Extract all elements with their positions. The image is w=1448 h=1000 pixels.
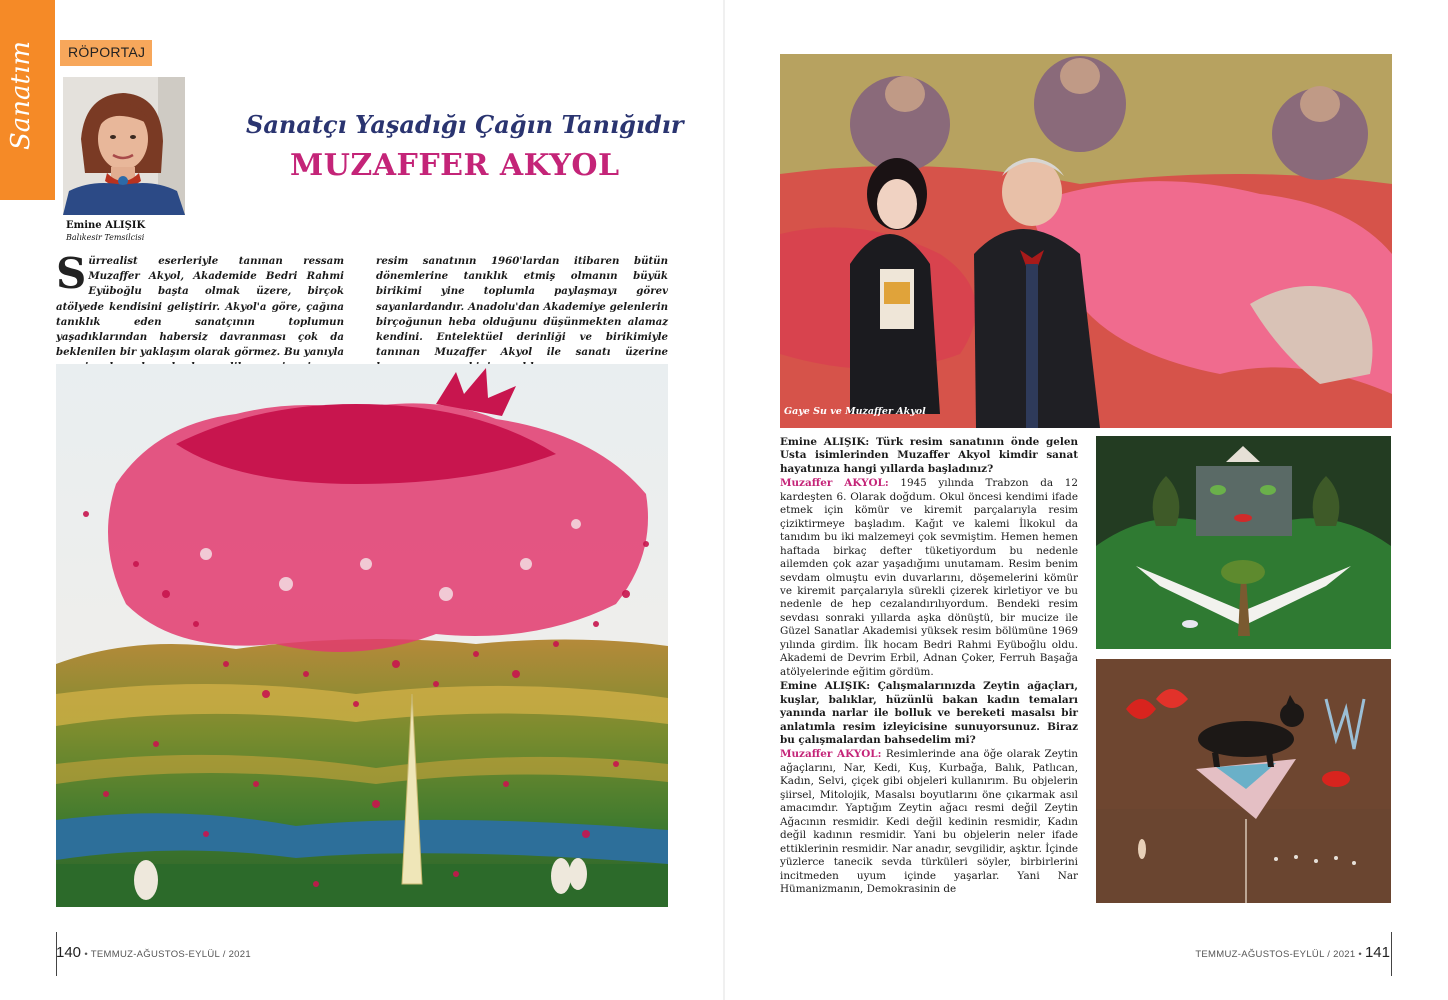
pomegranate-painting — [56, 364, 668, 907]
photo-caption: Gaye Su ve Muzaffer Akyol — [784, 406, 926, 417]
folio-right: TEMMUZ-AĞUSTOS-EYLÜL / 2021 • 141 — [1195, 944, 1390, 961]
answer-2-text: Resimlerinde ana öğe olarak Zeytin ağaçlarını, Nar, Kedi, Kuş, Kurbağa, Balık, Patlıcan, Kadın, Selvi, çiçek gibi objeleri kullanırım. Bu objelerin şiirsel, Mitolojik, Masalsı boyutlarını öne çıkarmak asıl amacımdır. Yaptığım Zeytin ağacı resmi değil Zeytin Ağacının resmidir. Kedi değil kedinin resmidir, Kadın değil kadının resmidir. Yani bu objelerin neler ifade ettiklerinin resmidir. Nar anadır, sevgilidir, aşktır. İçinde yüzlerce tanecik sevda türküleri söyler, birbirlerini incitmeden uyum içinde yaşarlar. Yani Nar Hümanizmanın, Demokrasinin de — [780, 748, 1078, 895]
page-gutter — [723, 0, 725, 1000]
folio-left: 140 • TEMMUZ-AĞUSTOS-EYLÜL / 2021 — [56, 944, 251, 961]
article-headline: MUZAFFER AKYOL — [290, 148, 620, 183]
question-1: Emine ALIŞIK: Türk resim sanatının önde gelen Usta isimlerinden Muzaffer Akyol kimdir sanat hayatınıza hangi yıllarda başladınız? — [780, 436, 1078, 475]
intro-text-1: ürrealist eserleriyle tanınan ressam Muzaffer Akyol, Akademide Bedri Rahmi Eyüboğlu başta olmak üzere, birçok atölyede kendisini geliştirir. Akyol'a göre, çağına tanıklık eden sanatçının toplumun yaşadıklarından habersiz davranması çok da beklenilen bir yaklaşım olarak görmez. Bu yanıyla — [56, 255, 344, 359]
drop-cap: S — [56, 249, 87, 298]
answer-2 — [780, 748, 1078, 896]
author-portrait — [63, 77, 185, 215]
issue-label-left: TEMMUZ-AĞUSTOS-EYLÜL / 2021 — [90, 949, 251, 960]
answer-1 — [780, 477, 1078, 679]
interview-column — [780, 436, 1078, 897]
article-subtitle: Sanatçı Yaşadığı Çağın Tanığıdır — [246, 110, 684, 139]
section-tag: RÖPORTAJ — [60, 40, 152, 66]
intro-column-2: resim sanatının 1960'lardan itibaren bütün dönemlerine tanıklık etmiş olmanın büyük birikimi yine toplumla paylaşmayı görev sayanlardandır. Anadolu'dan Akademiye gelenlerin birçoğunun heba olduğunu düşünmekten alamaz kendini. Entelektüel derinliği ve birikimiyle tanınan Muzaffer Akyol ile sanatı üzerine — [376, 255, 668, 359]
side-tab-label: Sanatım — [6, 41, 36, 150]
page-number-left: 140 — [56, 944, 82, 961]
folio-rule-right — [1391, 932, 1392, 976]
cat-painting — [1096, 659, 1391, 903]
page-number-right: 141 — [1364, 944, 1390, 961]
question-2: Emine ALIŞIK: Çalışmalarınızda Zeytin ağaçları, kuşlar, balıklar, hüzünlü bakan kadın temaları yanında narlar ile bolluk ve bereketi masalsı bir anlatımla resim izleyicisine sunuyorsunuz. Biraz bu çalışmalardan bahsedelim mi? — [780, 680, 1078, 746]
olive-tree-painting — [1096, 436, 1391, 649]
answer-1-speaker: Muzaffer AKYOL: — [780, 477, 889, 490]
section-side-tab — [0, 0, 55, 200]
answer-1-text: 1945 yılında Trabzon da 12 kardeşten 6. Olarak doğdum. Okul öncesi kendimi ifade etmek için kömür ve kiremit parçalarıyla resim çiziktirmeye başladım. Kağıt ve kalemi İlkokul da tanıdım bu iki malzemeyi çok sevmiştim. Hemen hemen haftada birkaç defter tüketiyordum bu nedenle ailemden çok azar yaşadığımı unutamam. Resim benim sevdam olmuştu evin duvarlarını, döşemelerini kömür ve kiremit parçalarıyla sürekli çizerek kirletiyor ve bu nedenle de hep cezalandırılıyordum. Bendeki resim sevdası sonraki yıllarda aşka dönüştü, bir mucize ile Güzel Sanatlar Akademisi yüksek resim bölümüne 1969 yılında girdim. İlk hocam Bedri Rahmi Eyüboğlu oldu. Akademi de Devrim Erbil, Adnan Çoker, Ferruh Başağa atölyelerinde eğitim gördüm. — [780, 477, 1078, 678]
answer-2-speaker: Muzaffer AKYOL: — [780, 748, 882, 761]
author-name: Emine ALIŞIK — [66, 220, 146, 231]
author-role: Balıkesir Temsilcisi — [66, 233, 145, 242]
issue-label-right: TEMMUZ-AĞUSTOS-EYLÜL / 2021 — [1195, 949, 1356, 960]
artist-photo — [780, 54, 1392, 428]
